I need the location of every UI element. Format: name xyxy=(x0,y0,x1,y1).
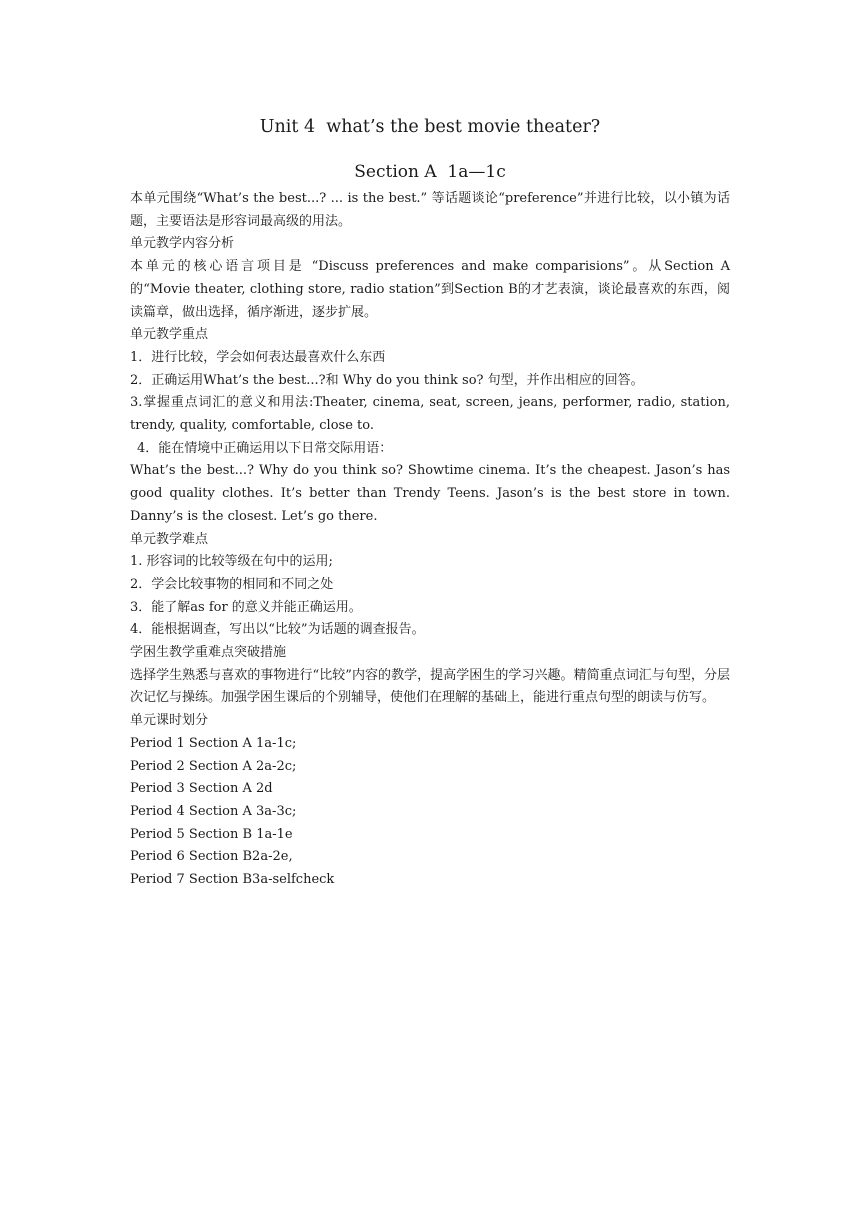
difficulty-item: 3．能了解as for 的意义并能正确运用。 xyxy=(130,599,362,615)
period-item: Period 4 Section A 3a-3c; xyxy=(130,803,297,819)
key-points-heading: 单元教学重点 xyxy=(130,327,209,343)
key-point-item: 1．进行比较，学会如何表达最喜欢什么东西 xyxy=(130,349,386,365)
period-item: Period 5 Section B 1a-1e xyxy=(130,826,293,842)
difficulties-heading: 单元教学难点 xyxy=(130,531,209,547)
section-subtitle: Section A 1a—1c xyxy=(354,162,506,182)
measures-heading: 学困生教学重难点突破措施 xyxy=(130,645,287,661)
intro-paragraph: 本单元围绕“What’s the best...? ... is the best.” 等话题谈论“preference”并进行比较，以小镇为话题，主要语法是形容词最高级的用法。 xyxy=(130,191,730,229)
difficulty-item: 4．能根据调查，写出以“比较”为话题的调查报告。 xyxy=(130,622,425,638)
period-item: Period 7 Section B3a-selfcheck xyxy=(130,872,335,888)
period-item: Period 2 Section A 2a-2c; xyxy=(130,758,297,774)
period-item: Period 1 Section A 1a-1c; xyxy=(130,735,297,751)
document-title: Unit 4 what’s the best movie theater? xyxy=(259,117,601,137)
document-page xyxy=(130,113,735,892)
analysis-paragraph: 本单元的核心语言项目是 “Discuss preferences and make comparisions”。从Section A 的“Movie theater, clothing store, radio station”到Section B的才艺表演，谈论最喜欢的东西，阅读篇章，做出选择，循序渐进，逐步扩展。 xyxy=(130,259,735,320)
period-item: Period 3 Section A 2d xyxy=(130,781,273,797)
measures-paragraph: 选择学生熟悉与喜欢的事物进行“比较”内容的教学，提高学困生的学习兴趣。精简重点词汇与句型，分层次记忆与操练。加强学困生课后的个别辅导，使他们在理解的基础上，能进行重点句型的朗读与仿写。 xyxy=(130,667,730,706)
key-point-item: 2．正确运用What’s the best...?和 Why do you think so? 句型，并作出相应的回答。 xyxy=(130,372,644,388)
period-item: Period 6 Section B2a-2e, xyxy=(130,849,293,865)
key-point-item: 4．能在情境中正确运用以下日常交际用语： xyxy=(137,440,393,456)
phrases-paragraph: What’s the best...? Why do you think so? Showtime cinema. It’s the cheapest. Jason’s has good quality clothes. It’s better than Trendy Teens. Jason’s is the best store in town. Danny’s is the closest. Let’s go there. xyxy=(130,463,735,524)
key-point-item: 3.掌握重点词汇的意义和用法:Theater, cinema, seat, screen, jeans, performer, radio, station, trendy, quality, comfortable, close to. xyxy=(130,395,735,434)
analysis-heading: 单元教学内容分析 xyxy=(130,236,235,252)
difficulty-item: 2．学会比较事物的相同和不同之处 xyxy=(130,576,334,592)
difficulty-item: 1. 形容词的比较等级在句中的运用; xyxy=(130,554,333,570)
schedule-heading: 单元课时划分 xyxy=(130,713,209,729)
